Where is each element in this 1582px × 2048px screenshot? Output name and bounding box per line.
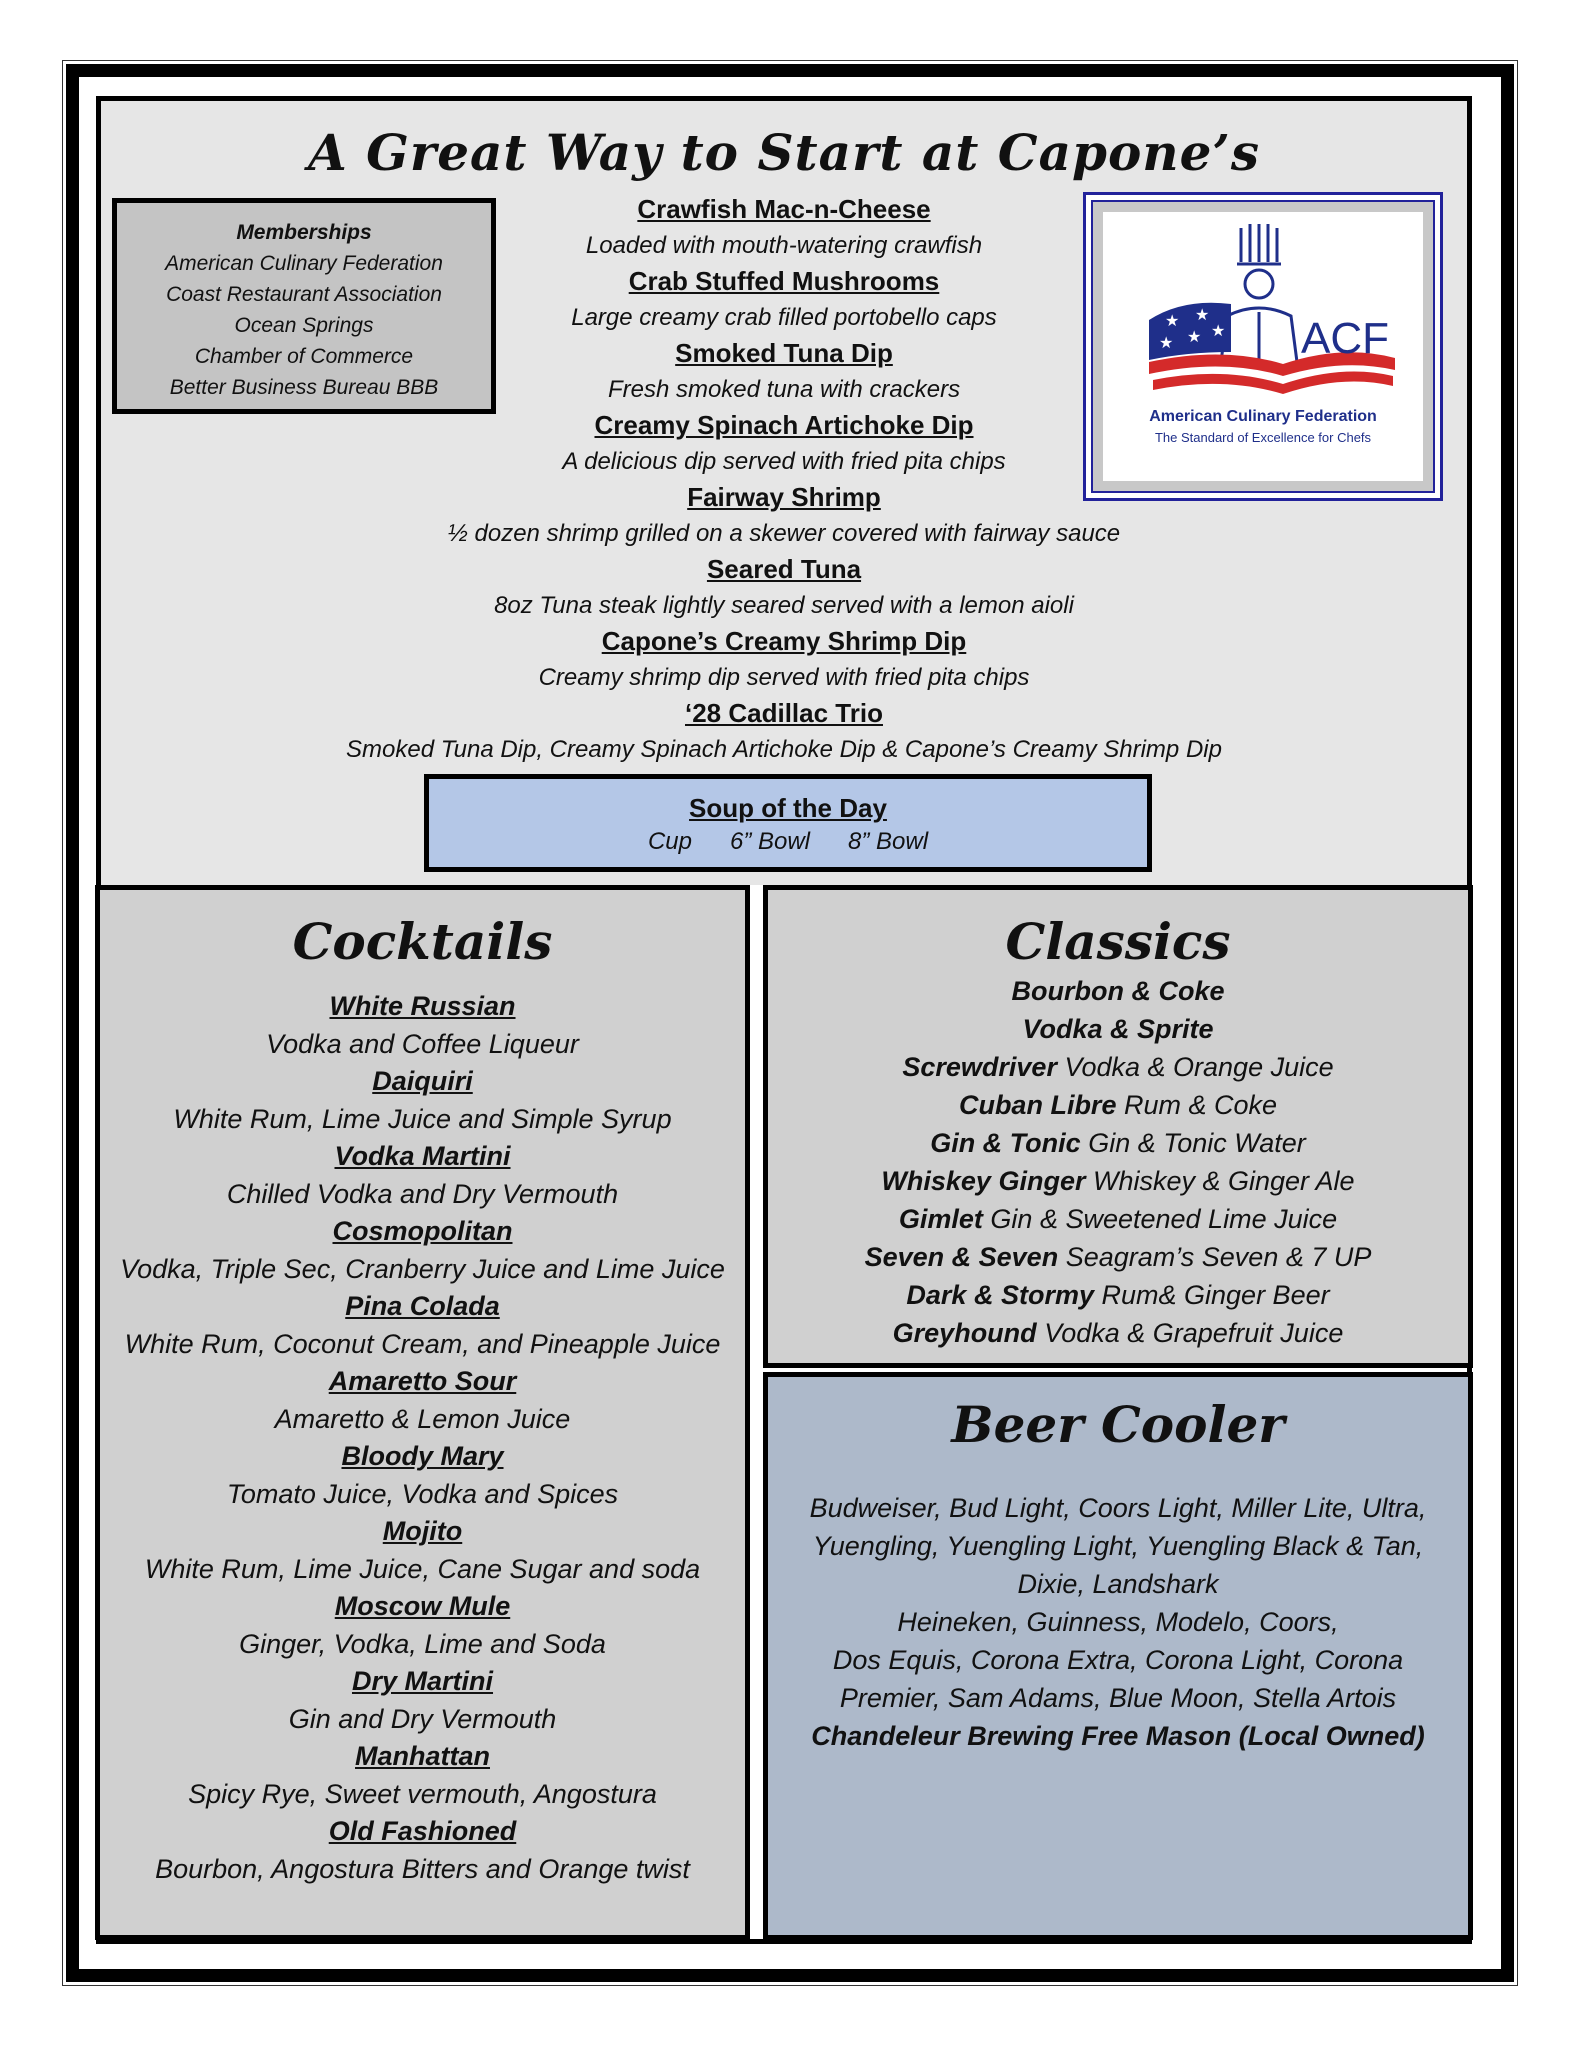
cocktail-item: [100, 1813, 745, 1888]
classic-item: [768, 1162, 1468, 1200]
cocktail-name: Cosmopolitan: [332, 1216, 513, 1246]
appetizer-item: [101, 697, 1467, 769]
classic-item: [768, 1238, 1468, 1276]
cocktail-desc: White Rum, Coconut Cream, and Pineapple Juice: [124, 1329, 721, 1359]
acf-letters: ACF: [1301, 314, 1389, 363]
beer-line: Dixie, Landshark: [1017, 1569, 1219, 1599]
cocktail-name: Pina Colada: [345, 1291, 500, 1321]
beer-line: Heineken, Guinness, Modelo, Coors,: [897, 1607, 1339, 1637]
beer-section: [763, 1372, 1473, 1940]
cocktail-name: Manhattan: [355, 1741, 490, 1771]
classics-section: [763, 885, 1473, 1368]
classic-name: Cuban Libre: [958, 1090, 1117, 1120]
cocktail-item: [100, 1138, 745, 1213]
classic-desc: Gin & Sweetened Lime Juice: [990, 1204, 1338, 1234]
acf-name: American Culinary Federation: [1149, 408, 1377, 425]
cocktail-desc: Ginger, Vodka, Lime and Soda: [239, 1629, 606, 1659]
classic-name: Whiskey Ginger: [881, 1166, 1086, 1196]
appetizer-desc: Loaded with mouth-watering crawfish: [585, 232, 983, 259]
appetizer-desc: 8oz Tuna steak lightly seared served with a lemon aioli: [494, 592, 1074, 619]
cocktail-name: Bloody Mary: [341, 1441, 504, 1471]
chef-flag-icon: [1103, 212, 1421, 412]
classic-desc: Whiskey & Ginger Ale: [1092, 1166, 1355, 1196]
classic-item: [768, 1010, 1468, 1048]
soup-size: 8” Bowl: [848, 828, 929, 855]
classic-item: [768, 1048, 1468, 1086]
cocktail-name: Dry Martini: [351, 1666, 494, 1696]
classic-name: Gimlet: [898, 1204, 983, 1234]
classic-name: Vodka & Sprite: [1022, 1014, 1214, 1044]
classic-desc: Rum & Coke: [1123, 1090, 1278, 1120]
cocktail-desc: Bourbon, Angostura Bitters and Orange twist: [155, 1854, 690, 1884]
cocktail-name: Moscow Mule: [334, 1591, 511, 1621]
appetizer-name: ‘28 Cadillac Trio: [685, 698, 883, 728]
svg-text:★: ★: [1165, 311, 1180, 330]
classic-desc: Vodka & Orange Juice: [1064, 1052, 1334, 1082]
memberships-heading: Memberships: [236, 221, 372, 244]
soup-name: Soup of the Day: [689, 793, 887, 823]
classic-name: Bourbon & Coke: [1011, 976, 1225, 1006]
appetizer-item: [101, 553, 1467, 625]
classic-name: Dark & Stormy: [906, 1280, 1094, 1310]
svg-text:★: ★: [1211, 321, 1226, 340]
cocktail-desc: Spicy Rye, Sweet vermouth, Angostura: [188, 1779, 657, 1809]
classic-item: [768, 1276, 1468, 1314]
classic-item: [768, 1314, 1468, 1352]
cocktail-item: [100, 1663, 745, 1738]
classic-name: Greyhound: [892, 1318, 1037, 1348]
soup-size: Cup: [647, 828, 692, 855]
cocktail-desc: Vodka and Coffee Liqueur: [266, 1029, 579, 1059]
cocktail-item: [100, 988, 745, 1063]
appetizer-desc: Fresh smoked tuna with crackers: [607, 376, 961, 403]
cocktail-name: Mojito: [382, 1516, 463, 1546]
beer-line: Yuengling, Yuengling Light, Yuengling Black & Tan,: [812, 1531, 1424, 1561]
appetizer-item: [101, 625, 1467, 697]
beer-local: Chandeleur Brewing Free Mason (Local Owned): [811, 1721, 1425, 1751]
membership-item: American Culinary Federation: [165, 252, 443, 275]
cocktail-item: [100, 1588, 745, 1663]
cocktail-desc: White Rum, Lime Juice, Cane Sugar and soda: [144, 1554, 701, 1584]
appetizer-desc: Large creamy crab filled portobello caps: [571, 304, 997, 331]
classic-desc: Vodka & Grapefruit Juice: [1044, 1318, 1344, 1348]
classics-list: [768, 972, 1468, 1352]
appetizer-name: Fairway Shrimp: [687, 482, 881, 512]
membership-item: Chamber of Commerce: [194, 345, 414, 368]
appetizer-name: Smoked Tuna Dip: [675, 338, 893, 368]
cocktail-item: [100, 1438, 745, 1513]
cocktail-item: [100, 1738, 745, 1813]
cocktail-name: Amaretto Sour: [328, 1366, 517, 1396]
beer-title: Beer Cooler: [951, 1395, 1285, 1454]
cocktail-name: Daiquiri: [372, 1066, 473, 1096]
acf-tagline: The Standard of Excellence for Chefs: [1154, 430, 1372, 445]
svg-text:★: ★: [1195, 305, 1210, 324]
classic-desc: Rum& Ginger Beer: [1101, 1280, 1330, 1310]
cocktail-item: [100, 1063, 745, 1138]
classics-title: Classics: [1005, 912, 1231, 971]
cocktails-section: [95, 885, 750, 1940]
membership-item: Better Business Bureau BBB: [169, 376, 439, 399]
appetizer-name: Creamy Spinach Artichoke Dip: [594, 410, 974, 440]
membership-item: Ocean Springs: [234, 314, 374, 337]
classic-name: Seven & Seven: [864, 1242, 1059, 1272]
classic-name: Gin & Tonic: [930, 1128, 1081, 1158]
soup-box: [424, 774, 1152, 872]
beer-list: [768, 1489, 1468, 1755]
cocktail-item: [100, 1213, 745, 1288]
appetizer-name: Crawfish Mac-n-Cheese: [637, 194, 931, 224]
appetizer-name: Seared Tuna: [706, 554, 862, 584]
beer-line: Budweiser, Bud Light, Coors Light, Miller Lite, Ultra,: [809, 1493, 1427, 1523]
menu-title: A Great Way to Start at Capone’s: [307, 123, 1261, 182]
cocktails-title: Cocktails: [292, 912, 553, 971]
classic-item: [768, 1200, 1468, 1238]
cocktail-item: [100, 1513, 745, 1588]
appetizer-desc: Creamy shrimp dip served with fried pita chips: [538, 664, 1030, 691]
appetizer-desc: ½ dozen shrimp grilled on a skewer covered with fairway sauce: [447, 520, 1121, 547]
acf-logo-box: [1083, 192, 1443, 501]
appetizer-name: Capone’s Creamy Shrimp Dip: [601, 626, 967, 656]
cocktail-item: [100, 1363, 745, 1438]
classic-desc: Seagram’s Seven & 7 UP: [1065, 1242, 1372, 1272]
cocktail-list: [100, 988, 745, 1888]
svg-text:★: ★: [1159, 333, 1174, 352]
cocktail-desc: Gin and Dry Vermouth: [288, 1704, 557, 1734]
classic-desc: Gin & Tonic Water: [1088, 1128, 1306, 1158]
appetizer-desc: A delicious dip served with fried pita chips: [562, 448, 1006, 475]
beer-line: Premier, Sam Adams, Blue Moon, Stella Artois: [839, 1683, 1397, 1713]
cocktail-desc: Amaretto & Lemon Juice: [274, 1404, 571, 1434]
membership-item: Coast Restaurant Association: [166, 283, 442, 306]
classic-item: [768, 1124, 1468, 1162]
cocktail-name: Old Fashioned: [328, 1816, 517, 1846]
classic-item: [768, 972, 1468, 1010]
svg-text:★: ★: [1187, 327, 1202, 346]
cocktail-name: White Russian: [329, 991, 516, 1021]
cocktail-desc: White Rum, Lime Juice and Simple Syrup: [173, 1104, 672, 1134]
cocktail-desc: Vodka, Triple Sec, Cranberry Juice and Lime Juice: [120, 1254, 725, 1284]
cocktail-desc: Chilled Vodka and Dry Vermouth: [226, 1179, 619, 1209]
memberships-box: [112, 198, 496, 414]
acf-logo: [1103, 212, 1423, 481]
soup-sizes: [429, 825, 1147, 859]
appetizer-name: Crab Stuffed Mushrooms: [628, 266, 940, 296]
beer-line: Dos Equis, Corona Extra, Corona Light, Corona: [832, 1645, 1404, 1675]
soup-size: 6” Bowl: [729, 828, 811, 855]
cocktail-name: Vodka Martini: [334, 1141, 511, 1171]
appetizer-desc: Smoked Tuna Dip, Creamy Spinach Artichoke Dip & Capone’s Creamy Shrimp Dip: [346, 736, 1222, 763]
cocktail-desc: Tomato Juice, Vodka and Spices: [226, 1479, 619, 1509]
classic-name: Screwdriver: [902, 1052, 1057, 1082]
cocktail-item: [100, 1288, 745, 1363]
classic-item: [768, 1086, 1468, 1124]
